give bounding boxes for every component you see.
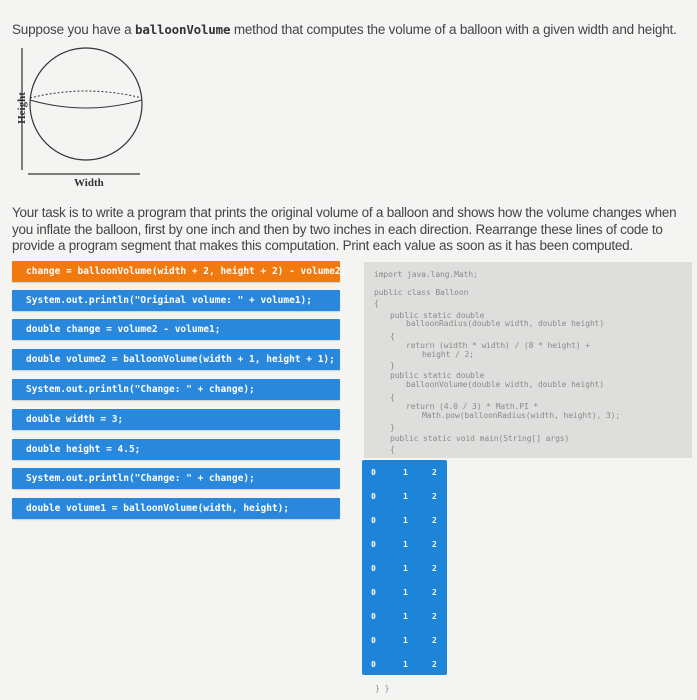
indent-level-2[interactable]: 2 <box>432 492 437 501</box>
code-line: public static double <box>390 371 485 380</box>
code-tile[interactable]: double volume1 = balloonVolume(width, height); <box>12 498 340 519</box>
code-line: height / 2; <box>422 350 474 359</box>
indent-level-1[interactable]: 1 <box>403 516 408 525</box>
balloon-diagram <box>8 44 158 189</box>
code-tile[interactable]: System.out.println("Change: " + change); <box>12 379 340 400</box>
indent-level-0[interactable]: 0 <box>371 612 376 621</box>
indent-level-1[interactable]: 1 <box>403 564 408 573</box>
slot-row[interactable] <box>362 464 447 482</box>
code-line: { <box>390 393 395 402</box>
indent-level-0[interactable]: 0 <box>371 564 376 573</box>
indent-level-2[interactable]: 2 <box>432 612 437 621</box>
indent-level-2[interactable]: 2 <box>432 540 437 549</box>
indent-level-0[interactable]: 0 <box>371 492 376 501</box>
indent-level-2[interactable]: 2 <box>432 564 437 573</box>
indent-level-1[interactable]: 1 <box>403 468 408 477</box>
code-tile[interactable]: System.out.println("Change: " + change); <box>12 468 340 489</box>
indent-level-0[interactable]: 0 <box>371 660 376 669</box>
code-line: balloonRadius(double width, double height) <box>406 319 605 328</box>
code-line: import java.lang.Math; <box>374 270 478 279</box>
slot-row[interactable] <box>362 488 447 506</box>
code-line: return (4.0 / 3) * Math.PI * <box>406 402 539 411</box>
indent-level-1[interactable]: 1 <box>403 612 408 621</box>
code-line: Math.pow(balloonRadius(width, height), 3); <box>422 411 621 420</box>
task-description: Your task is to write a program that prints the original volume of a balloon and shows how the volume changes when you inflate the balloon, first by one inch and then by two inches in each direction. Rearrange these lines of code to provide a program segment that makes this computation. Print each value as soon as it has been computed. <box>12 205 677 253</box>
closing-braces: } } <box>375 684 390 693</box>
balloon-figure <box>8 44 158 179</box>
indent-level-0[interactable]: 0 <box>371 516 376 525</box>
code-line: public class Balloon <box>374 288 469 297</box>
indent-level-2[interactable]: 2 <box>432 468 437 477</box>
indent-level-0[interactable]: 0 <box>371 468 376 477</box>
indent-level-0[interactable]: 0 <box>371 540 376 549</box>
indent-level-2[interactable]: 2 <box>432 660 437 669</box>
slot-row[interactable] <box>362 536 447 554</box>
slot-row[interactable] <box>362 512 447 530</box>
program-code-panel <box>364 262 692 458</box>
problem-intro <box>12 22 692 37</box>
slot-row[interactable] <box>362 632 447 650</box>
code-line: balloonVolume(double width, double height) <box>406 380 605 389</box>
code-tile[interactable]: System.out.println("Original volume: " + volume1); <box>12 290 340 311</box>
code-tile[interactable]: double height = 4.5; <box>12 439 340 460</box>
indent-level-0[interactable]: 0 <box>371 588 376 597</box>
intro-text: Suppose you have a <box>12 22 136 37</box>
code-line: { <box>390 445 395 454</box>
code-line: public static void main(String[] args) <box>390 434 570 443</box>
indent-level-2[interactable]: 2 <box>432 636 437 645</box>
code-line: } <box>390 361 395 370</box>
indent-level-1[interactable]: 1 <box>403 660 408 669</box>
height-label: Height <box>15 92 28 124</box>
intro-text-end: method that computes the volume of a balloon with a given width and height. <box>230 22 677 37</box>
indent-level-1[interactable]: 1 <box>403 588 408 597</box>
indent-level-1[interactable]: 1 <box>403 492 408 501</box>
indent-level-2[interactable]: 2 <box>432 516 437 525</box>
code-line: { <box>374 299 379 308</box>
slot-row[interactable] <box>362 608 447 626</box>
indent-level-2[interactable]: 2 <box>432 588 437 597</box>
slot-row[interactable] <box>362 584 447 602</box>
code-line: { <box>390 332 395 341</box>
method-name: balloonVolume <box>135 22 231 37</box>
indent-level-1[interactable]: 1 <box>403 540 408 549</box>
slot-row[interactable] <box>362 560 447 578</box>
code-line: } <box>390 423 395 432</box>
code-tile[interactable]: double change = volume2 - volume1; <box>12 319 340 340</box>
slot-row[interactable] <box>362 656 447 674</box>
width-label: Width <box>74 177 104 189</box>
code-line: public static double <box>390 311 485 320</box>
code-tile[interactable]: double width = 3; <box>12 409 340 430</box>
drop-slot-area[interactable] <box>362 460 447 675</box>
code-tile[interactable]: double volume2 = balloonVolume(width + 1, height + 1); <box>12 349 340 370</box>
indent-level-0[interactable]: 0 <box>371 636 376 645</box>
code-tile[interactable]: change = balloonVolume(width + 2, height + 2) - volume2; <box>12 261 340 282</box>
indent-level-1[interactable]: 1 <box>403 636 408 645</box>
code-line: return (width * width) / (8 * height) + <box>406 341 590 350</box>
